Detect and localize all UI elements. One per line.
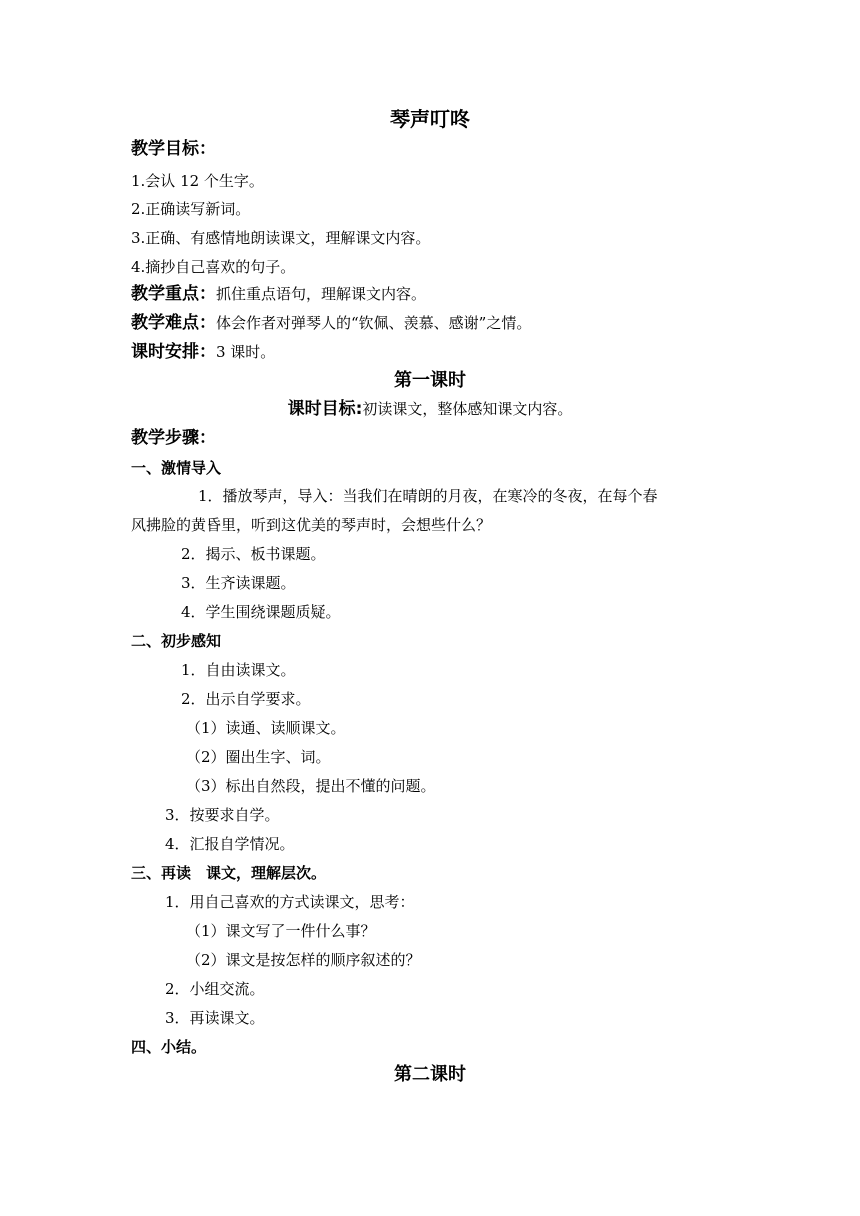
section-title: 四、小结。: [131, 1038, 207, 1056]
step-line: （3）标出自然段，提出不懂的问题。: [186, 777, 436, 795]
key-point-text: 抓住重点语句，理解课文内容。: [216, 285, 427, 303]
step-line: 2．出示自学要求。: [181, 690, 311, 708]
step-line: 1．播放琴声，导入：当我们在晴朗的月夜，在寒冷的冬夜，在每个春: [198, 487, 658, 505]
lesson1-goal-label: 课时目标:: [287, 399, 363, 419]
step-line: （2）圈出生字、词。: [186, 748, 331, 766]
step-line: 1．自由读课文。: [181, 661, 296, 679]
step-line: 风拂脸的黄昏里，听到这优美的琴声时，会想些什么？: [131, 516, 492, 534]
step-line: 3．再读课文。: [165, 1009, 265, 1027]
lesson1-goal-text: 初读课文，整体感知课文内容。: [362, 400, 573, 418]
key-point-line: [131, 284, 426, 304]
objectives-heading: 教学目标：: [131, 139, 216, 159]
difficulty-line: [131, 313, 531, 333]
lesson1-goal-line: [0, 399, 860, 419]
difficulty-text: 体会作者对弹琴人的“钦佩、羡慕、感谢”之情。: [216, 314, 532, 332]
objective-item: 4.摘抄自己喜欢的句子。: [131, 258, 296, 276]
lesson2-heading: 第二课时: [394, 1064, 466, 1085]
step-line: （1）读通、读顺课文。: [186, 719, 346, 737]
schedule-text: 3 课时。: [216, 343, 276, 361]
steps-heading: 教学步骤：: [131, 428, 216, 448]
step-line: （2）课文是按怎样的顺序叙述的？: [186, 951, 421, 969]
section-title: 二、初步感知: [131, 632, 222, 650]
step-line: （1）课文写了一件什么事？: [186, 922, 376, 940]
step-line: 2．小组交流。: [165, 980, 265, 998]
difficulty-label: 教学难点：: [131, 313, 216, 333]
objective-item: 2.正确读写新词。: [131, 200, 251, 218]
section-title: 一、激情导入: [131, 459, 222, 477]
step-line: 1．用自己喜欢的方式读课文，思考：: [165, 893, 415, 911]
step-line: 3．生齐读课题。: [181, 574, 296, 592]
key-point-label: 教学重点：: [131, 284, 216, 304]
objective-item: 3.正确、有感情地朗读课文，理解课文内容。: [131, 229, 431, 247]
lesson1-heading: 第一课时: [394, 370, 466, 391]
document-title: 琴声叮咚: [390, 107, 470, 131]
step-line: 2．揭示、板书课题。: [181, 545, 326, 563]
step-line: 4．汇报自学情况。: [165, 835, 295, 853]
schedule-label: 课时安排：: [131, 342, 216, 362]
objective-item: 1.会认 12 个生字。: [131, 172, 264, 190]
schedule-line: [131, 342, 275, 362]
step-line: 4．学生围绕课题质疑。: [181, 603, 341, 621]
step-line: 3．按要求自学。: [165, 806, 280, 824]
section-title: 三、再读 课文，理解层次。: [131, 864, 327, 882]
